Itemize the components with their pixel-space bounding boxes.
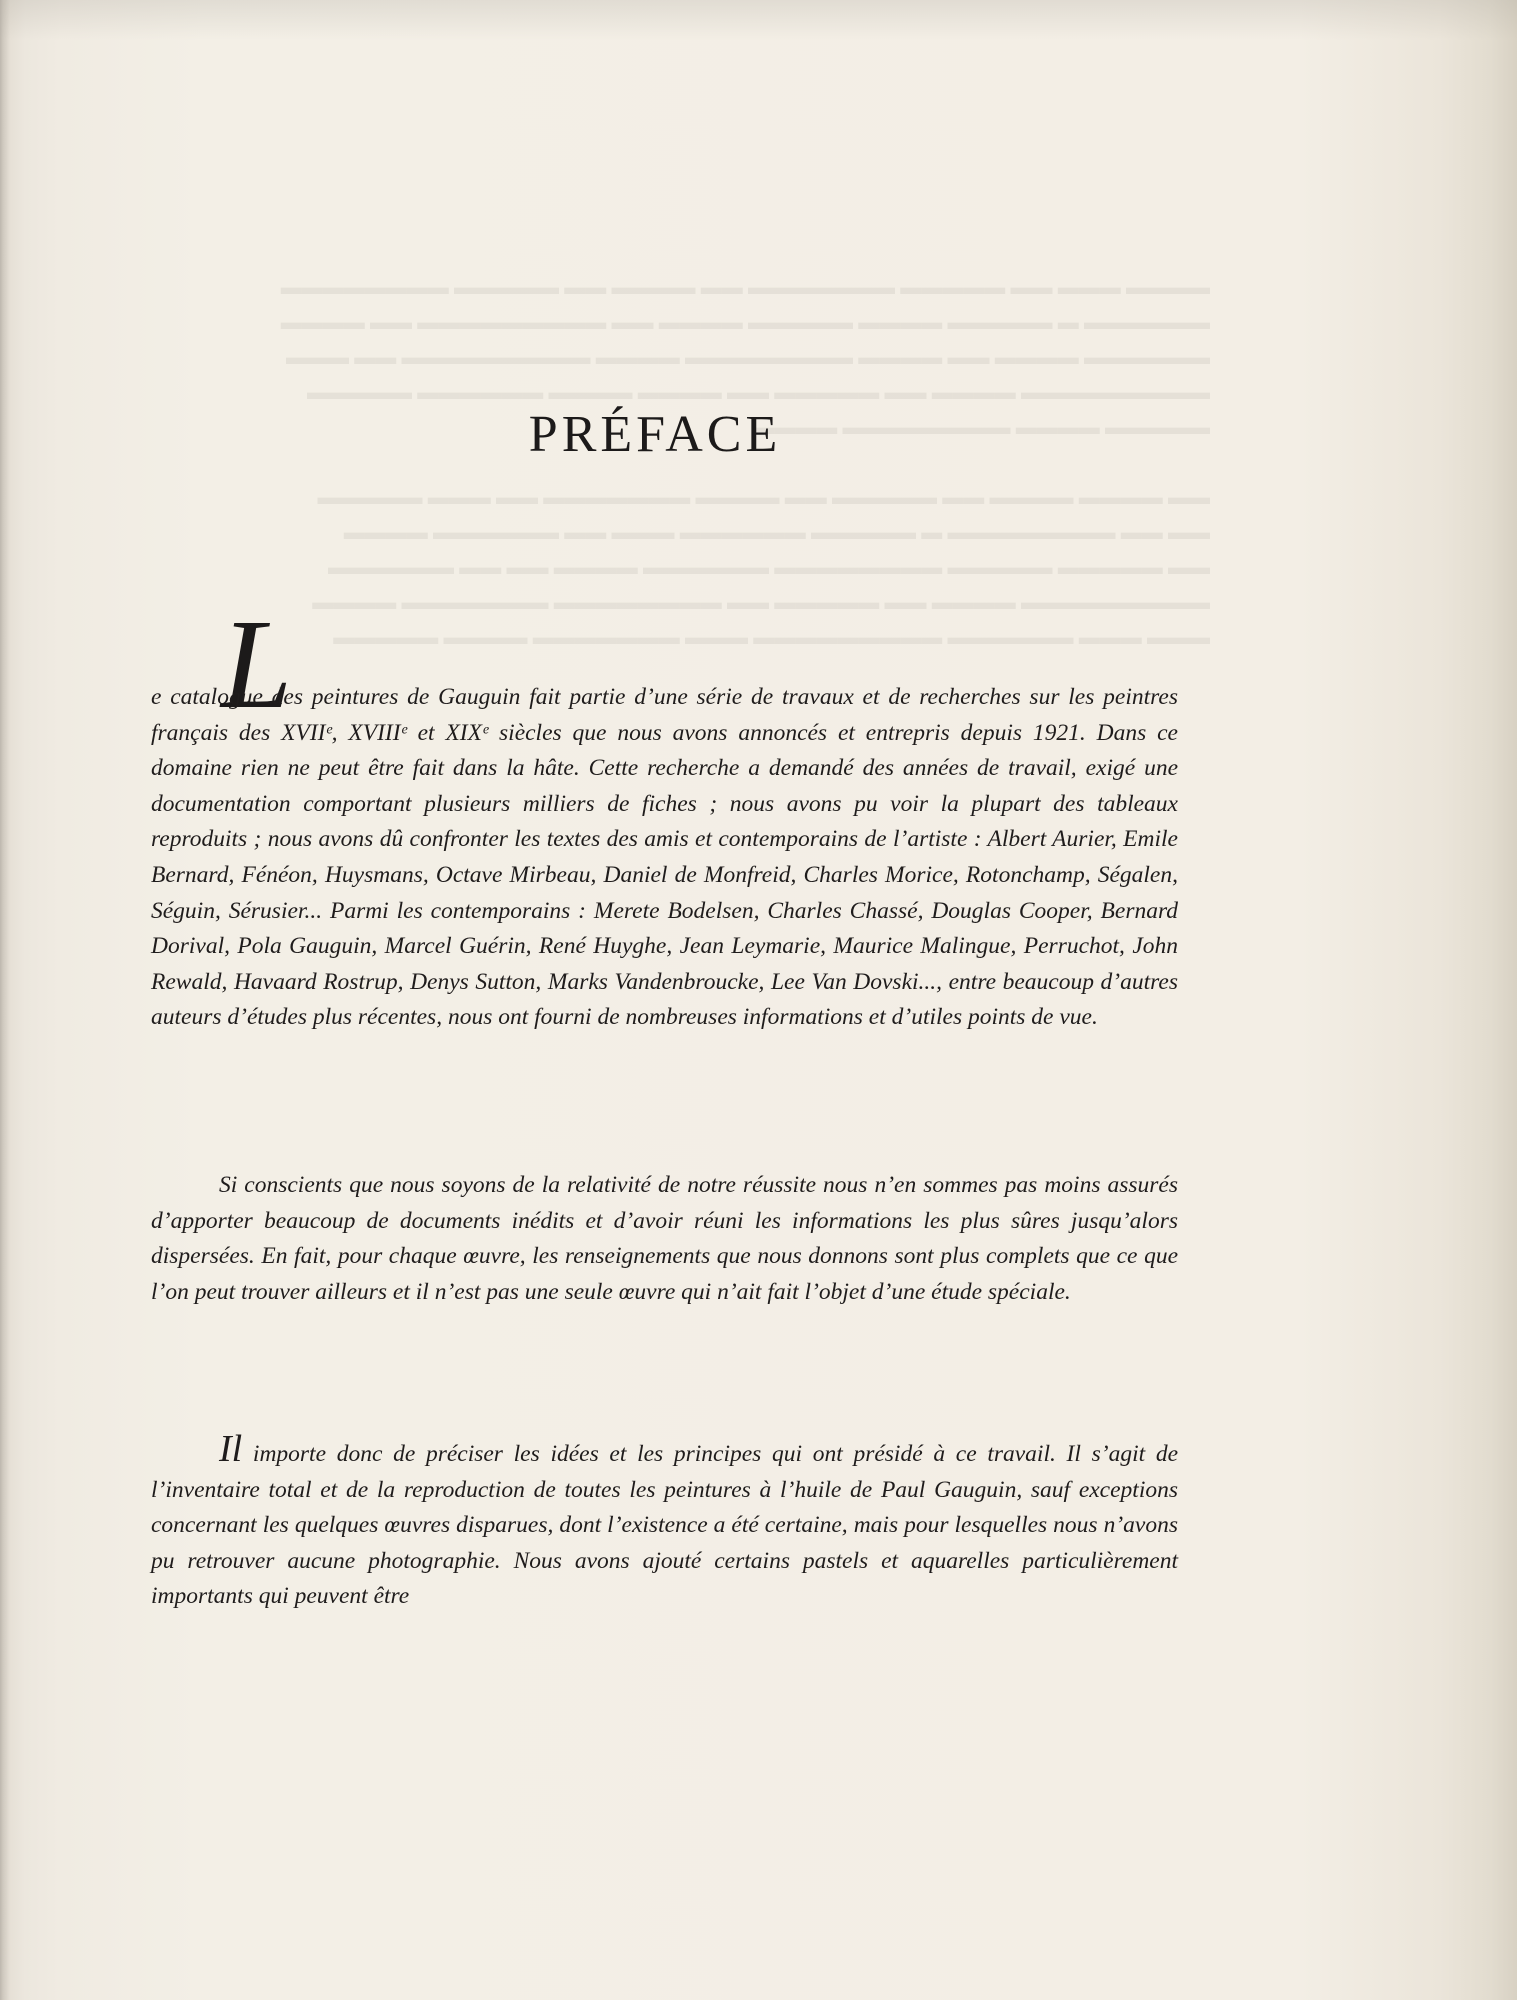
paragraph-2: Si conscients que nous soyons de la relativité de notre réussite nous n’en sommes pas moins assurés d’apporter beaucoup de documents inédits et d’avoir réuni les informations les plus sûres jusqu’alors dispersées. En fait, pour chaque œuvre, les renseignements que nous donnons sont plus complets que ce que l’on peut trouver ailleurs et il n’est pas une seule œuvre qui n’ait fait l’objet d’une étude spéciale.: [151, 1172, 1178, 1305]
show-through-text: ▬▬▬▬ ▬▬▬ ▬▬ ▬▬▬▬▬ ▬▬▬▬▬▬▬ ▬▬ ▬▬▬▬ ▬▬ ▬▬▬▬▬ ▬▬▬▬▬▬▬▬ ▬▬▬▬▬▬ ▬ ▬▬▬▬▬ ▬▬▬▬ ▬▬▬▬▬ ▬▬▬▬ ▬▬ ▬▬▬▬▬▬▬▬▬ ▬▬ ▬▬▬▬ ▬▬▬▬▬▬ ▬▬▬▬ ▬▬ ▬▬▬▬ ▬▬▬▬▬▬▬▬ ▬▬▬▬ ▬▬▬▬▬▬▬▬▬ ▬▬ ▬▬▬ ▬▬▬▬▬▬▬▬▬ ▬▬▬▬ ▬▬ ▬▬▬▬▬ ▬▬ ▬▬▬▬ ▬▬▬▬ ▬▬▬▬▬▬ ▬▬▬▬▬ ▬▬▬▬▬ ▬▬▬▬ ▬▬▬▬▬▬▬▬ ▬▬▬▬ ▬▬ ▬▬▬▬ ▬▬▬▬ ▬▬ ▬▬▬▬▬ ▬▬ ▬▬▬▬ ▬▬▬▬▬▬▬ ▬▬ ▬▬▬ ▬▬▬▬▬ ▬▬ ▬▬ ▬▬▬▬▬▬▬▬ ▬ ▬▬▬▬▬ ▬▬▬▬▬▬ ▬▬▬ ▬▬ ▬▬▬▬▬▬ ▬▬▬▬ ▬▬ ▬▬▬▬▬ ▬▬▬▬▬ ▬▬▬▬▬▬▬▬ ▬▬▬▬▬▬ ▬▬▬▬ ▬▬ ▬▬ ▬▬▬▬▬▬ ▬▬▬▬▬▬▬▬▬ ▬▬▬▬ ▬▬ ▬▬▬▬▬ ▬▬ ▬▬▬▬▬▬▬▬ ▬▬▬▬▬▬▬ ▬▬▬▬ ▬▬▬ ▬▬▬ ▬▬▬▬▬▬ ▬▬▬▬▬▬▬▬▬ ▬▬▬ ▬▬▬▬▬▬▬ ▬▬▬▬ ▬▬▬▬▬: [280, 275, 1210, 649]
paragraph-1: [151, 593, 1178, 1036]
page-title: PRÉFACE: [528, 406, 782, 463]
drop-cap-initial: L: [221, 593, 293, 735]
initial-letters: Il: [219, 1428, 243, 1470]
page-edge-shadow: [0, 0, 1517, 40]
paragraph-3-text: importe donc de préciser les idées et les principes qui ont présidé à ce travail. Il s’agit de l’inventaire total et de la reproduction de toutes les peintures à l’huile de Paul Gauguin, sauf exceptions concernant les quelques œuvres disparues, dont l’existence a été certaine, mais pour lesquelles nous n’avons pu retrouver aucune photographie. Nous avons ajouté certains pastels et aquarelles particulièrement importants qui peuvent être: [151, 1441, 1178, 1610]
paragraph-3: [151, 1428, 1178, 1615]
paragraph-1-text: e catalogue des peintures de Gauguin fait partie d’une série de travaux et de recherches sur les peintres français des XVIIᵉ, XVIIIᵉ et XIXᵉ siècles que nous avons annoncés et entrepris depuis 1921. Dans ce domaine rien ne peut être fait dans la hâte. Cette recherche a demandé des années de travail, exigé une documentation comportant plusieurs milliers de fiches ; nous avons pu voir la plupart des tableaux reproduits ; nous avons dû confronter les textes des amis et contemporains de l’artiste : Albert Aurier, Emile Bernard, Fénéon, Huysmans, Octave Mirbeau, Daniel de Monfreid, Charles Morice, Rotonchamp, Ségalen, Séguin, Sérusier... Parmi les contemporains : Merete Bodelsen, Charles Chassé, Douglas Cooper, Bernard Dorival, Pola Gauguin, Marcel Guérin, René Huyghe, Jean Leymarie, Maurice Malingue, Perruchot, John Rewald, Havaard Rostrup, Denys Sutton, Marks Vandenbroucke, Lee Van Dovski..., entre beaucoup d’autres auteurs d’études plus récentes, nous ont fourni de nombreuses informations et d’utiles points de vue.: [151, 684, 1178, 1031]
